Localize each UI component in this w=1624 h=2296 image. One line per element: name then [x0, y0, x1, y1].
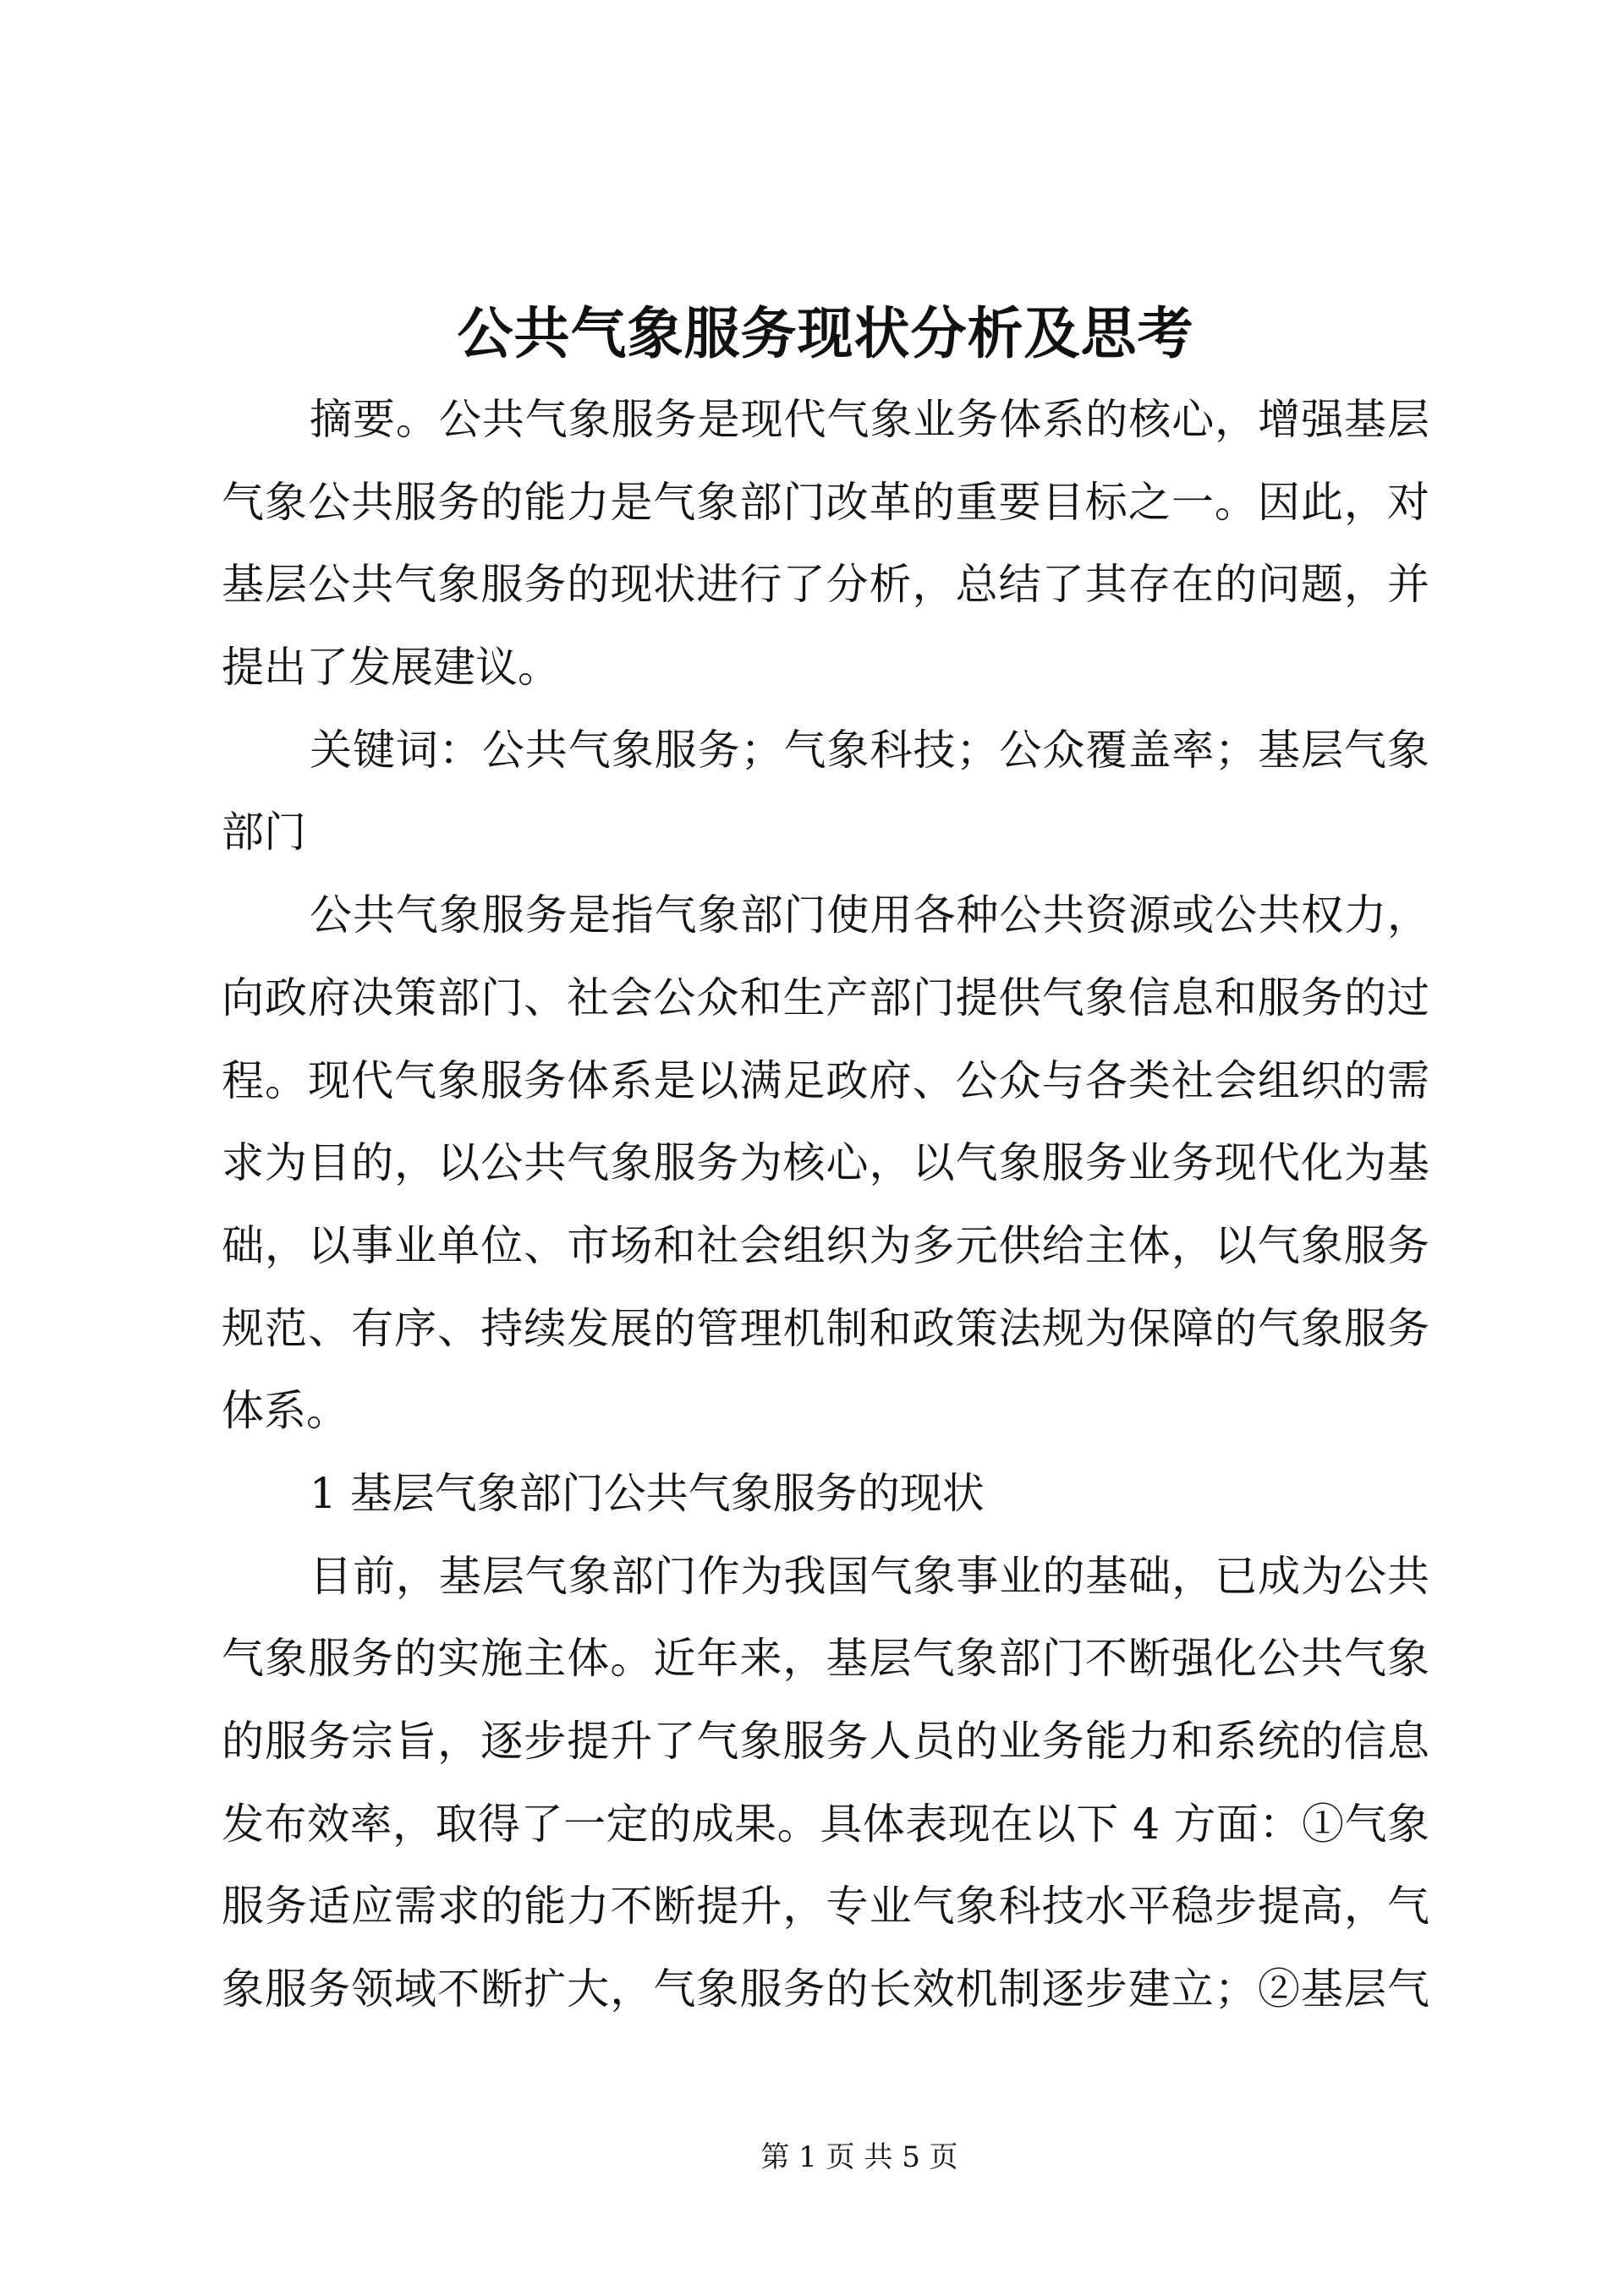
text-line: 象服务领域不断扩大，气象服务的长效机制逐步建立；②基层气 [222, 1964, 1429, 2014]
text-line: 发布效率，取得了一定的成果。具体表现在以下 4 方面：①气象 [222, 1799, 1429, 1849]
abstract-paragraph [222, 379, 1429, 710]
text-line: 摘要。公共气象服务是现代气象业务体系的核心，增强基层 [310, 395, 1429, 444]
document-title: 公共气象服务现状分析及思考 [457, 301, 1194, 366]
text-line: 公共气象服务是指气象部门使用各种公共资源或公共权力， [310, 890, 1429, 940]
text-line: 目前，基层气象部门作为我国气象事业的基础，已成为公共 [310, 1551, 1429, 1601]
text-line: 求为目的，以公共气象服务为核心，以气象服务业务现代化为基 [222, 1138, 1429, 1188]
text-line: 提出了发展建议。 [222, 643, 560, 693]
text-line: 基层公共气象服务的现状进行了分析，总结了其存在的问题，并 [222, 560, 1429, 610]
text-line: 规范、有序、持续发展的管理机制和政策法规为保障的气象服务 [222, 1303, 1429, 1353]
intro-paragraph [222, 874, 1429, 1453]
text-line: 程。现代气象服务体系是以满足政府、公众与各类社会组织的需 [222, 1055, 1429, 1105]
text-line: 的服务宗旨，逐步提升了气象服务人员的业务能力和系统的信息 [222, 1717, 1429, 1766]
section-body-paragraph [222, 1536, 1429, 2031]
text-line: 气象服务的实施主体。近年来，基层气象部门不断强化公共气象 [222, 1634, 1429, 1684]
text-line: 部门 [222, 808, 306, 858]
page-number-footer: 第 1 页 共 5 页 [760, 2140, 958, 2174]
document-body [222, 379, 1429, 2031]
text-line: 服务适应需求的能力不断提升，专业气象科技水平稳步提高，气 [222, 1882, 1429, 1932]
text-line: 气象公共服务的能力是气象部门改革的重要目标之一。因此，对 [222, 477, 1429, 527]
text-line: 向政府决策部门、社会公众和生产部门提供气象信息和服务的过 [222, 973, 1429, 1022]
keywords-paragraph [222, 710, 1429, 874]
text-line: 础，以事业单位、市场和社会组织为多元供给主体，以气象服务 [222, 1220, 1429, 1270]
section-heading [222, 1453, 1429, 1536]
text-line: 关键词：公共气象服务；气象科技；公众覆盖率；基层气象 [310, 725, 1429, 775]
text-line: 体系。 [222, 1386, 348, 1436]
section-heading-text: 1 基层气象部门公共气象服务的现状 [310, 1468, 985, 1518]
